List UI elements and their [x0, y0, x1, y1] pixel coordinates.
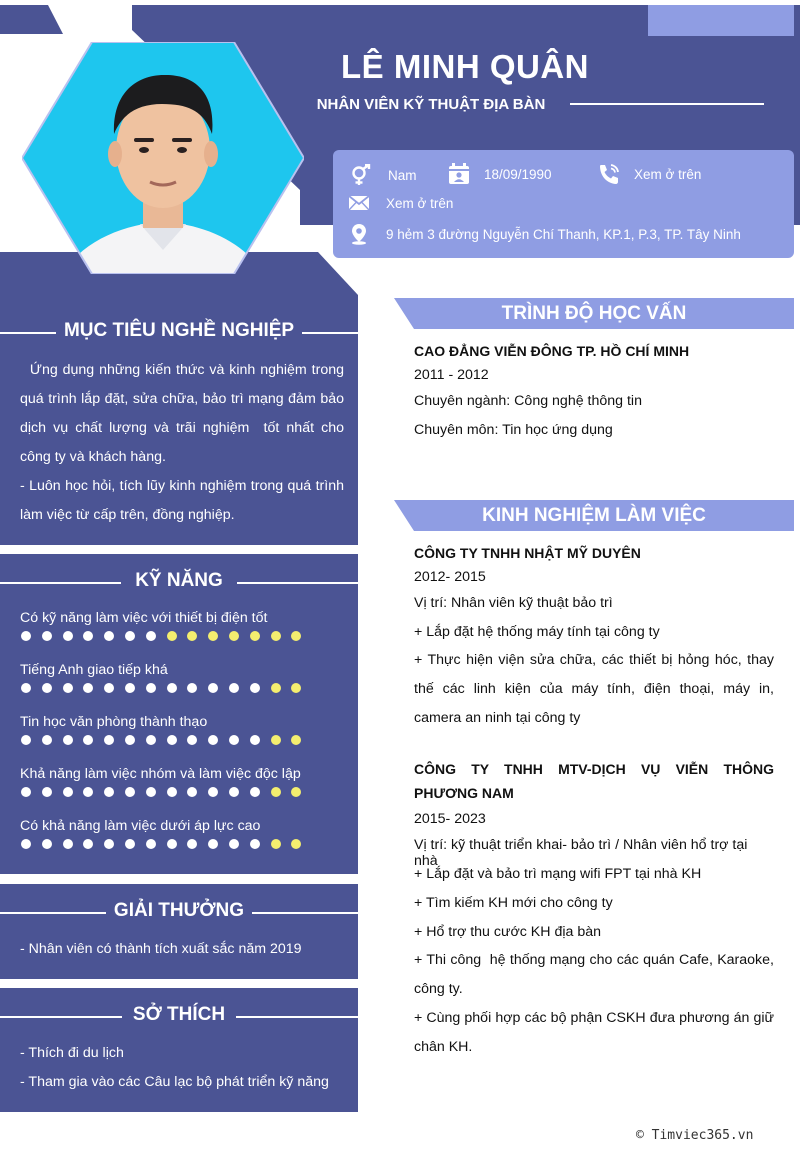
rating-dot — [83, 631, 93, 641]
rating-dot — [63, 631, 73, 641]
awards-section — [0, 884, 358, 979]
rating-dot — [208, 735, 218, 745]
contact-birthday — [448, 163, 552, 185]
job-company: CÔNG TY TNHH NHẬT MỸ DUYÊN — [414, 545, 641, 561]
skills-section — [0, 554, 358, 874]
job-duty: + Tìm kiếm KH mới cho công ty — [414, 895, 613, 911]
rating-dot-highlight — [271, 787, 281, 797]
skill-rating — [20, 839, 350, 849]
gender-icon — [348, 164, 372, 186]
rating-dot — [104, 683, 114, 693]
skill-label: Có khả năng làm việc dưới áp lực cao — [20, 818, 261, 834]
rating-dot — [83, 839, 93, 849]
rating-dot — [146, 787, 156, 797]
rating-dot — [187, 735, 197, 745]
phone-value: Xem ở trên — [634, 166, 702, 182]
rating-dot — [21, 683, 31, 693]
rating-dot-highlight — [291, 631, 301, 641]
rating-dot — [167, 839, 177, 849]
skill-item — [20, 610, 350, 641]
gender-value: Nam — [388, 167, 417, 183]
hobbies-section — [0, 988, 358, 1112]
skill-item — [20, 714, 350, 745]
awards-title: GIẢI THƯỞNG — [113, 900, 245, 921]
rating-dot — [83, 787, 93, 797]
rating-dot — [42, 787, 52, 797]
rating-dot — [146, 735, 156, 745]
job-duty: + Lắp đặt hệ thống máy tính tại công ty — [414, 624, 660, 640]
rating-dot — [125, 787, 135, 797]
job-title: NHÂN VIÊN KỸ THUẬT ĐỊA BÀN — [316, 96, 546, 113]
hobbies-title: SỞ THÍCH — [132, 1004, 226, 1025]
award-item: - Nhân viên có thành tích xuất sắc năm 2019 — [20, 941, 302, 957]
rating-dot-highlight — [229, 631, 239, 641]
skills-heading — [0, 570, 358, 596]
skill-label: Khả năng làm việc nhóm và làm việc độc lập — [20, 766, 301, 782]
rating-dot — [63, 839, 73, 849]
rating-dot — [42, 735, 52, 745]
skill-rating — [20, 683, 350, 693]
hobby-item: - Tham gia vào các Câu lạc bộ phát triển kỹ năng — [20, 1074, 329, 1090]
awards-heading — [0, 900, 358, 926]
rating-dot — [167, 735, 177, 745]
skill-item — [20, 766, 350, 797]
rating-dot — [42, 631, 52, 641]
rating-dot-highlight — [271, 839, 281, 849]
rating-dot — [104, 735, 114, 745]
skill-rating — [20, 735, 350, 745]
rating-dot — [146, 683, 156, 693]
rating-dot-highlight — [208, 631, 218, 641]
rating-dot — [229, 839, 239, 849]
rating-dot — [21, 631, 31, 641]
rating-dot — [250, 839, 260, 849]
objective-section — [0, 295, 358, 545]
job-duty: + Thực hiện viện sửa chữa, các thiết bị hỏng hóc, thay thế các linh kiện của máy tính, điện thoại, máy in, camera an ninh tại công ty — [414, 652, 774, 726]
job-period: 2012- 2015 — [414, 569, 486, 585]
job-position: Vị trí: Nhân viên kỹ thuật bảo trì — [414, 595, 613, 611]
rating-dot — [187, 683, 197, 693]
education-period: 2011 - 2012 — [414, 367, 489, 383]
mail-icon — [348, 194, 370, 212]
phone-icon — [597, 163, 621, 185]
education-major: Chuyên ngành: Công nghệ thông tin — [414, 393, 642, 409]
job-duty: + Hổ trợ thu cước KH địa bàn — [414, 924, 602, 940]
rating-dot — [104, 787, 114, 797]
footer-credit: © Timviec365.vn — [636, 1128, 754, 1143]
rating-dot — [250, 787, 260, 797]
education-specialty: Chuyên môn: Tin học ứng dụng — [414, 422, 613, 438]
rating-dot — [250, 683, 260, 693]
rating-dot-highlight — [271, 735, 281, 745]
objective-heading — [0, 320, 358, 346]
title-divider — [570, 103, 764, 105]
education-heading — [394, 298, 794, 329]
candidate-name: LÊ MINH QUÂN — [341, 48, 589, 85]
job-period: 2015- 2023 — [414, 811, 486, 827]
rating-dot-highlight — [271, 683, 281, 693]
rating-dot-highlight — [291, 683, 301, 693]
rating-dot — [42, 839, 52, 849]
rating-dot — [42, 683, 52, 693]
education-school: CAO ĐẲNG VIỄN ĐÔNG TP. HỒ CHÍ MINH — [414, 343, 690, 359]
contact-email — [348, 194, 453, 212]
email-value: Xem ở trên — [386, 195, 454, 211]
rating-dot-highlight — [167, 631, 177, 641]
rating-dot-highlight — [187, 631, 197, 641]
objective-title: MỤC TIÊU NGHỀ NGHIỆP — [63, 320, 295, 341]
hobbies-heading — [0, 1004, 358, 1030]
contact-gender — [348, 164, 417, 186]
rating-dot — [21, 735, 31, 745]
job-position: Vị trí: kỹ thuật triển khai- bảo trì / Nhân viên hổ trợ tại nhà — [414, 837, 748, 869]
rating-dot — [125, 735, 135, 745]
skill-rating — [20, 631, 350, 641]
rating-dot — [208, 787, 218, 797]
rating-dot — [229, 787, 239, 797]
rating-dot-highlight — [271, 631, 281, 641]
skill-item — [20, 662, 350, 693]
objective-paragraph-1: Ứng dụng những kiến thức và kinh nghiệm trong quá trình lắp đặt, sửa chữa, bảo trì mạng đảm bảo dịch vụ chất lượng và trãi nghiệm tốt nhất cho công ty và khách hàng. — [20, 362, 348, 465]
rating-dot — [104, 631, 114, 641]
job-duty: + Lắp đặt và bảo trì mạng wifi FPT tại nhà KH — [414, 866, 702, 882]
skill-rating — [20, 787, 350, 797]
rating-dot — [208, 683, 218, 693]
objective-text — [20, 356, 348, 530]
experience-heading — [394, 500, 794, 531]
hobby-item: - Thích đi du lịch — [20, 1045, 124, 1061]
rating-dot-highlight — [291, 735, 301, 745]
objective-paragraph-2: - Luôn học hỏi, tích lũy kinh nghiệm trong quá trình làm việc từ cấp trên, đồng nghiệp. — [20, 478, 344, 523]
rating-dot — [125, 683, 135, 693]
rating-dot — [63, 683, 73, 693]
rating-dot — [187, 839, 197, 849]
rating-dot — [229, 735, 239, 745]
education-title: TRÌNH ĐỘ HỌC VẤN — [501, 303, 687, 324]
rating-dot — [208, 839, 218, 849]
skills-title: KỸ NĂNG — [135, 570, 223, 591]
location-pin-icon — [348, 223, 370, 245]
rating-dot-highlight — [291, 787, 301, 797]
address-value: 9 hẻm 3 đường Nguyễn Chí Thanh, KP.1, P.3, TP. Tây Ninh — [386, 226, 741, 242]
job-company: CÔNG TY TNHH MTV-DỊCH VỤ VIỄN THÔNG PHƯƠNG NAM — [414, 761, 774, 801]
skill-item — [20, 818, 350, 849]
birthday-value: 18/09/1990 — [484, 166, 552, 182]
rating-dot — [167, 683, 177, 693]
contact-address — [348, 223, 741, 245]
rating-dot-highlight — [291, 839, 301, 849]
job-duty: + Thi công hệ thống mạng cho các quán Cafe, Karaoke, công ty. — [414, 952, 778, 997]
rating-dot — [187, 787, 197, 797]
rating-dot-highlight — [250, 631, 260, 641]
rating-dot — [125, 631, 135, 641]
skill-label: Có kỹ năng làm việc với thiết bị điện tốt — [20, 610, 268, 626]
rating-dot — [21, 839, 31, 849]
experience-title: KINH NGHIỆM LÀM VIỆC — [482, 505, 706, 526]
contact-phone — [597, 163, 701, 185]
rating-dot — [250, 735, 260, 745]
skill-label: Tiếng Anh giao tiếp khá — [20, 662, 168, 678]
rating-dot — [63, 735, 73, 745]
rating-dot — [83, 683, 93, 693]
rating-dot — [167, 787, 177, 797]
rating-dot — [83, 735, 93, 745]
rating-dot — [63, 787, 73, 797]
rating-dot — [146, 839, 156, 849]
rating-dot — [125, 839, 135, 849]
rating-dot — [229, 683, 239, 693]
rating-dot — [21, 787, 31, 797]
rating-dot — [104, 839, 114, 849]
contact-box — [333, 150, 794, 258]
job-duty: + Cùng phối hợp các bộ phận CSKH đưa phương án giữ chân KH. — [414, 1010, 774, 1055]
rating-dot — [146, 631, 156, 641]
skill-label: Tin học văn phòng thành thạo — [20, 714, 208, 730]
calendar-icon — [448, 163, 470, 185]
